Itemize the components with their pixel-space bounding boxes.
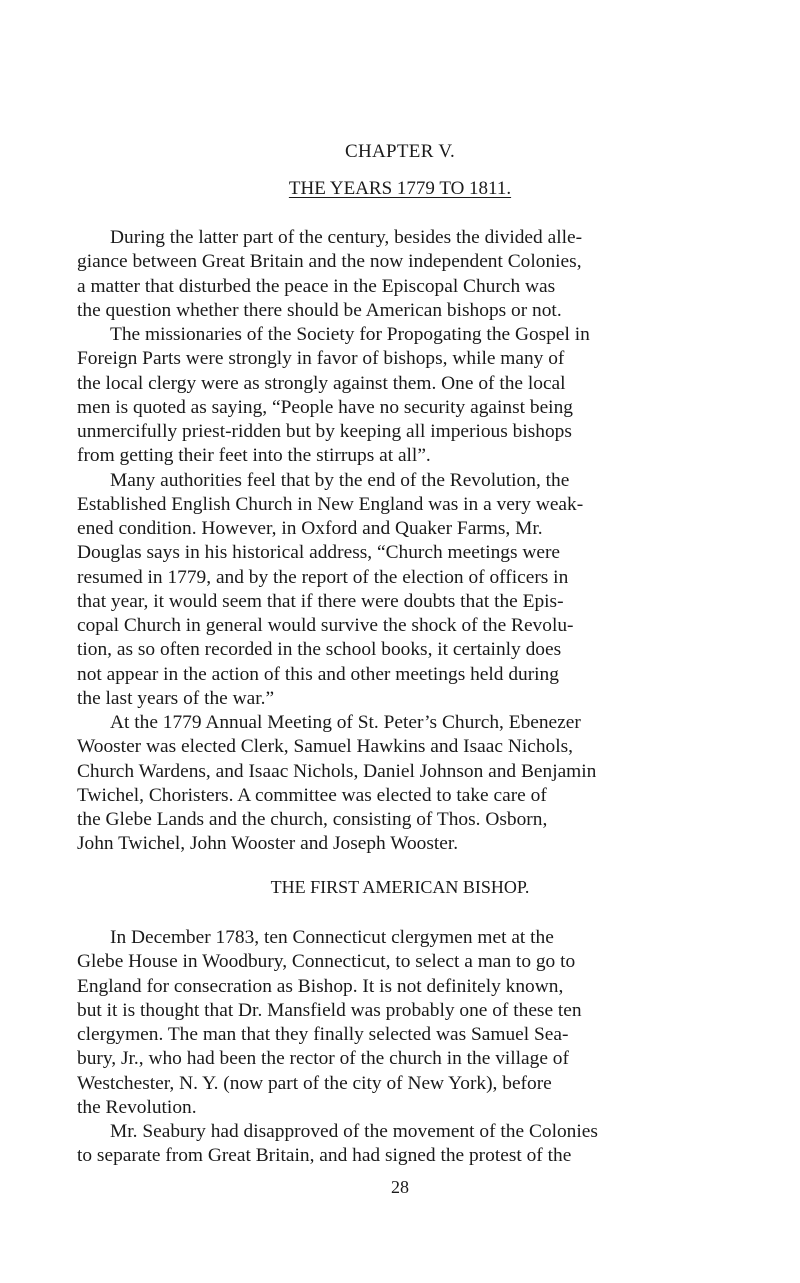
- chapter-subtitle-wrap: [0, 178, 800, 200]
- text-line: but it is thought that Dr. Mansfield was probably one of these ten: [77, 999, 582, 1021]
- section-1-body: [77, 226, 777, 857]
- text-line: Wooster was elected Clerk, Samuel Hawkins and Isaac Nichols,: [77, 736, 573, 758]
- text-line: from getting their feet into the stirrups at all”.: [77, 445, 431, 467]
- text-line: the Revolution.: [77, 1096, 197, 1118]
- text-line: tion, as so often recorded in the school books, it certainly does: [77, 639, 562, 661]
- text-line: copal Church in general would survive the shock of the Revolu-: [77, 615, 574, 636]
- text-line: Twichel, Choristers. A committee was elected to take care of: [77, 784, 547, 806]
- text-line: a matter that disturbed the peace in the Episcopal Church was: [77, 275, 556, 297]
- text-line: men is quoted as saying, “People have no security against being: [77, 396, 573, 418]
- text-line: Established English Church in New England was in a very weak-: [77, 493, 584, 515]
- text-line: unmercifully priest-ridden but by keeping all imperious bishops: [77, 421, 572, 442]
- text-line: the question whether there should be American bishops or not.: [77, 299, 562, 321]
- text-line: Foreign Parts were strongly in favor of bishops, while many of: [77, 348, 565, 370]
- text-line: the last years of the war.”: [77, 687, 275, 709]
- text-line: resumed in 1779, and by the report of the election of officers in: [77, 566, 569, 588]
- text-line: ened condition. However, in Oxford and Quaker Farms, Mr.: [77, 518, 543, 539]
- page-number: 28: [391, 1177, 409, 1197]
- text-line: Church Wardens, and Isaac Nichols, Daniel Johnson and Benjamin: [77, 760, 597, 782]
- section-2-body: [77, 926, 777, 1169]
- section-heading: THE FIRST AMERICAN BISHOP.: [270, 877, 530, 897]
- text-line: The missionaries of the Society for Propogating the Gospel in: [110, 324, 590, 345]
- text-line: At the 1779 Annual Meeting of St. Peter’s Church, Ebenezer: [110, 712, 581, 733]
- text-line: Glebe House in Woodbury, Connecticut, to select a man to go to: [77, 951, 576, 973]
- text-line: John Twichel, John Wooster and Joseph Wooster.: [77, 833, 459, 855]
- text-line: giance between Great Britain and the now independent Colonies,: [77, 251, 582, 273]
- text-line: bury, Jr., who had been the rector of the church in the village of: [77, 1048, 569, 1070]
- text-line: not appear in the action of this and other meetings held during: [77, 663, 559, 685]
- text-line: clergymen. The man that they finally selected was Samuel Sea-: [77, 1024, 569, 1045]
- text-line: During the latter part of the century, besides the divided alle-: [110, 227, 583, 248]
- text-line: to separate from Great Britain, and had signed the protest of the: [77, 1145, 572, 1167]
- text-line: Westchester, N. Y. (now part of the city of New York), before: [77, 1072, 552, 1094]
- text-line: that year, it would seem that if there were doubts that the Epis-: [77, 590, 564, 612]
- chapter-title: CHAPTER V.: [345, 141, 455, 162]
- chapter-subtitle: THE YEARS 1779 TO 1811.: [288, 178, 512, 199]
- text-line: England for consecration as Bishop. It is not definitely known,: [77, 975, 564, 997]
- text-line: Many authorities feel that by the end of the Revolution, the: [110, 469, 570, 491]
- text-line: the local clergy were as strongly against them. One of the local: [77, 372, 566, 394]
- text-line: Douglas says in his historical address, “Church meetings were: [77, 542, 561, 564]
- text-line: Mr. Seabury had disapproved of the movement of the Colonies: [110, 1121, 598, 1142]
- text-line: the Glebe Lands and the church, consisting of Thos. Osborn,: [77, 809, 548, 830]
- text-line: In December 1783, ten Connecticut clergymen met at the: [110, 927, 554, 948]
